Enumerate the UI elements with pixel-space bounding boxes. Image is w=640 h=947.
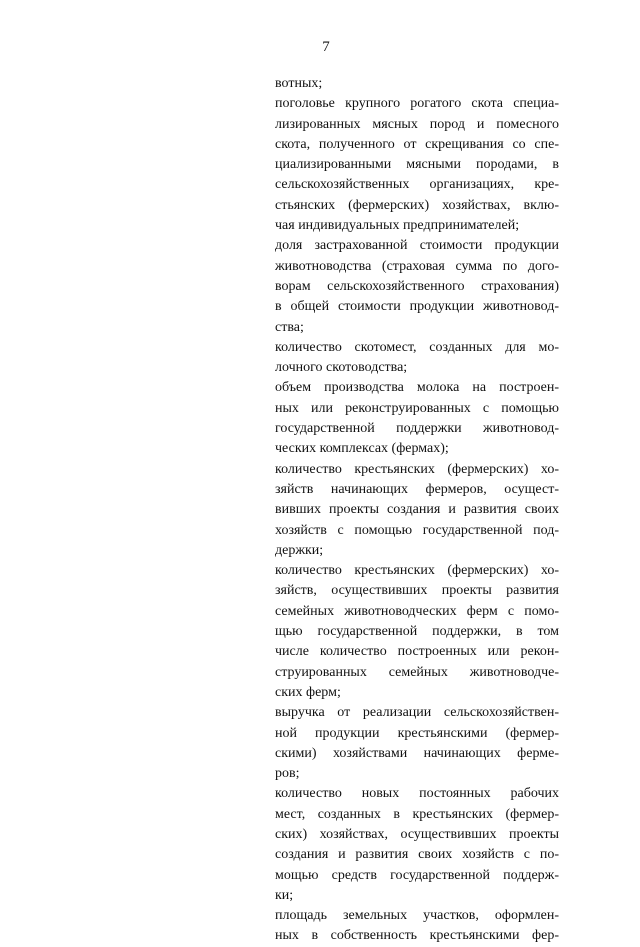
text-line: ной продукции крестьянскими (фермер- <box>275 725 559 741</box>
text-line: вивших проекты создания и развития своих <box>275 502 559 518</box>
text-line: вотных; <box>275 76 323 91</box>
text-line: создания и развития своих хозяйств с по- <box>275 847 559 863</box>
text-line: количество новых постоянных рабочих <box>275 786 559 802</box>
text-line: государственной поддержки животновод- <box>275 421 559 437</box>
text-line: ворам сельскохозяйственного страхования) <box>275 278 559 294</box>
text-line: объем производства молока на построен- <box>275 380 559 396</box>
text-line: поголовье крупного рогатого скота специа- <box>275 96 559 112</box>
paragraph <box>275 378 559 459</box>
paragraph <box>275 561 559 703</box>
text-line: площадь земельных участков, оформлен- <box>275 908 559 924</box>
text-line: держки; <box>275 542 324 558</box>
text-line: скими) хозяйствами начинающих ферме- <box>275 745 559 761</box>
text-line: доля застрахованной стоимости продукции <box>275 238 559 254</box>
text-line: животноводства (страховая сумма по дого- <box>275 258 559 274</box>
text-line: зяйств начинающих фермеров, осущест- <box>275 481 559 497</box>
text-line: ских ферм; <box>275 684 341 700</box>
text-line: семейных животноводческих ферм с помо- <box>275 603 559 619</box>
paragraph <box>275 94 559 236</box>
text-line: ров; <box>275 766 300 782</box>
page-number: 7 <box>322 39 330 55</box>
text-line: в общей стоимости продукции животновод- <box>275 299 559 315</box>
text-line: щью государственной поддержки, в том <box>275 624 559 640</box>
text-line: хозяйств с помощью государственной под- <box>275 522 559 538</box>
text-line: ных в собственность крестьянскими фер- <box>275 928 559 944</box>
paragraph <box>275 460 559 561</box>
paragraph <box>275 906 559 947</box>
text-line: числе количество построенных или рекон- <box>275 644 559 660</box>
document-body <box>275 74 559 947</box>
text-line: количество скотомест, созданных для мо- <box>275 339 559 355</box>
text-line: скота, полученного от скрещивания со спе- <box>275 136 559 152</box>
paragraph <box>275 74 559 94</box>
text-line: мест, созданных в крестьянских (фермер- <box>275 806 559 822</box>
text-line: ских) хозяйствах, осуществивших проекты <box>275 826 559 842</box>
text-line: ки; <box>275 887 294 903</box>
text-line: чая индивидуальных предпринимателей; <box>275 218 520 234</box>
text-line: ных или реконструированных с помощью <box>275 400 559 416</box>
paragraph <box>275 784 559 906</box>
text-line: зяйств, осуществивших проекты развития <box>275 583 559 599</box>
text-line: мощью средств государственной поддерж- <box>275 867 559 883</box>
paragraph <box>275 338 559 379</box>
paragraph <box>275 703 559 784</box>
text-line: лочного скотоводства; <box>275 360 408 376</box>
text-line: стьянских (фермерских) хозяйствах, вклю- <box>275 197 559 213</box>
text-line: ческих комплексах (фермах); <box>275 441 449 457</box>
paragraph <box>275 236 559 337</box>
text-line: сельскохозяйственных организациях, кре- <box>275 177 559 193</box>
text-line: ства; <box>275 319 304 335</box>
text-line: циализированными мясными породами, в <box>275 157 559 173</box>
text-line: струированных семейных животноводче- <box>275 664 559 680</box>
text-line: лизированных мясных пород и помесного <box>275 116 559 132</box>
text-line: количество крестьянских (фермерских) хо- <box>275 563 559 579</box>
text-line: количество крестьянских (фермерских) хо- <box>275 461 559 477</box>
text-line: выручка от реализации сельскохозяйствен- <box>275 705 559 721</box>
